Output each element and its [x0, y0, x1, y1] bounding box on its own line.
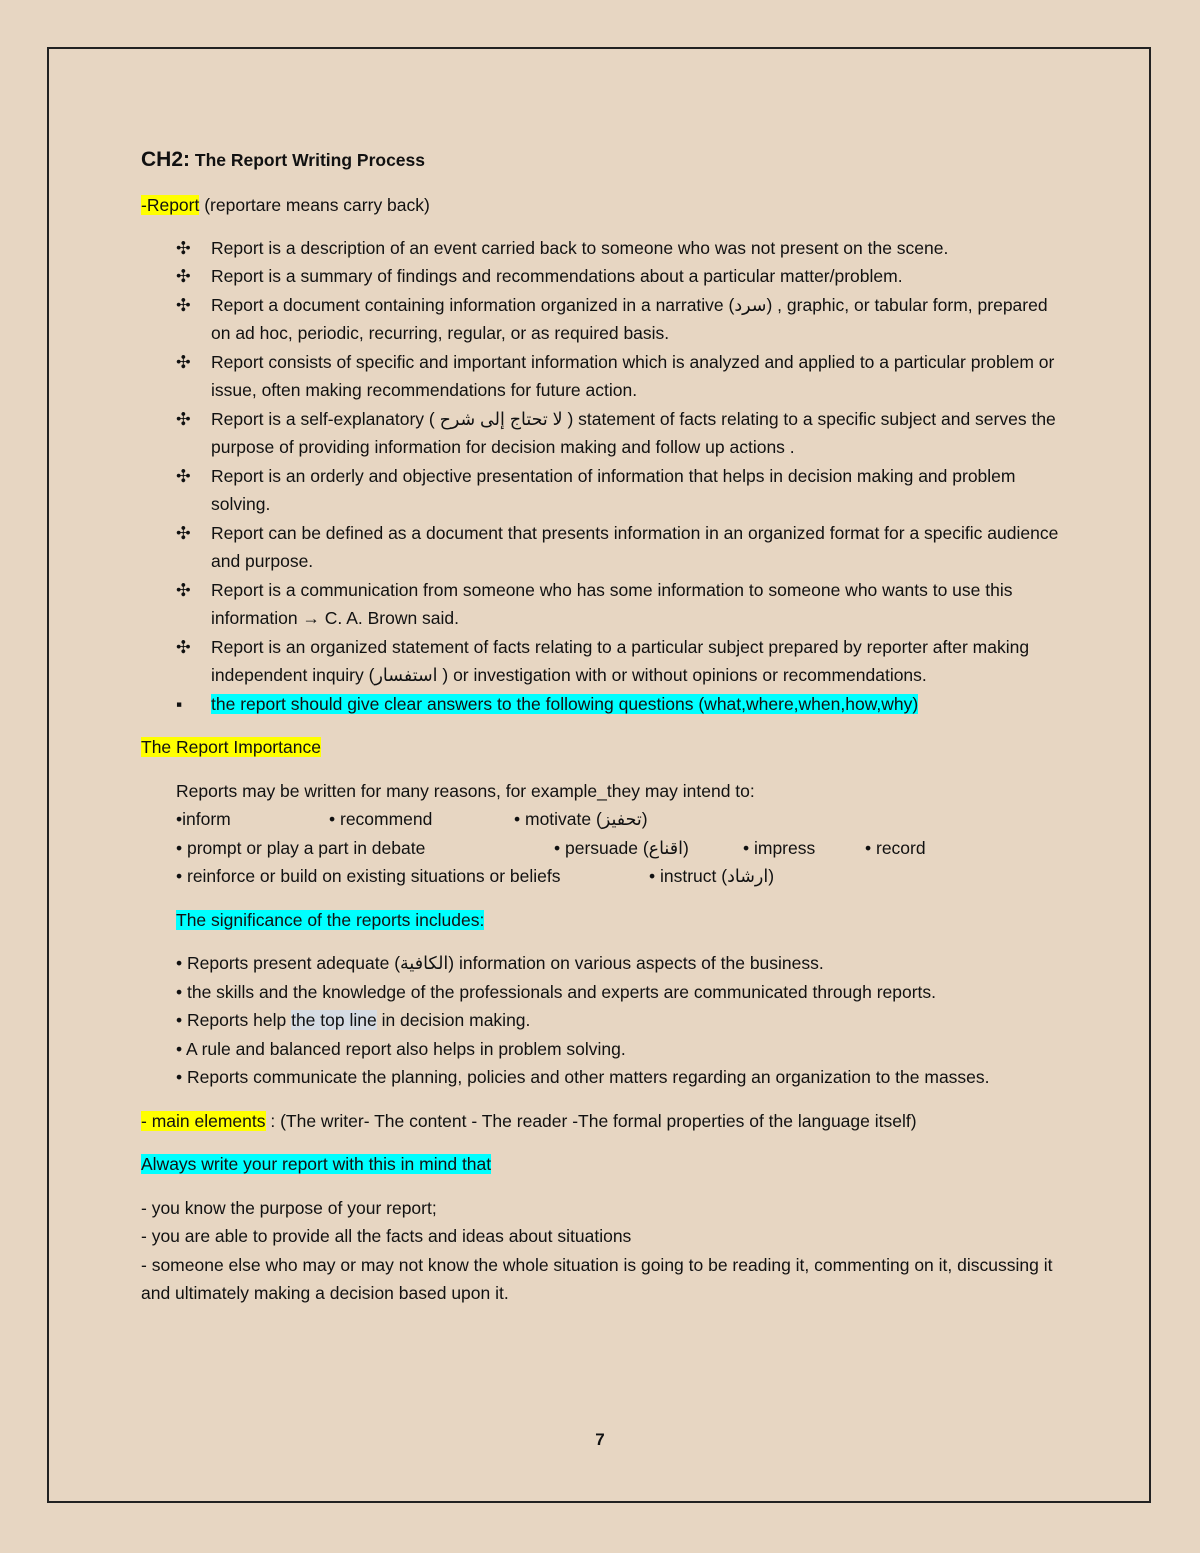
- questions-item: ▪ the report should give clear answers to the following questions (what,where,when,how,why): [141, 690, 1071, 719]
- list-item: ✣ Report consists of specific and important information which is analyzed and applied to a particular problem or issue, often making recommendations for future action.: [141, 348, 1071, 405]
- report-definition: -Report (reportare means carry back): [141, 195, 430, 215]
- report-definitions-list: [141, 234, 1071, 719]
- reasons-row-3: • reinforce or build on existing situations or beliefs • instruct (ارشاد): [176, 866, 775, 886]
- chapter-title: CH2: The Report Writing Process: [141, 148, 426, 171]
- main-elements: - main elements : (The writer- The content - The reader -The formal properties of the language itself): [141, 1110, 917, 1131]
- diamond-bullet-icon: ✣: [176, 579, 191, 600]
- importance-intro: Reports may be written for many reasons, for example_they may intend to:: [176, 780, 755, 801]
- significance-list: [176, 949, 1071, 1092]
- list-item: ✣ Report is a communication from someone who has some information to someone who wants to use this information → C. A. Brown said.: [141, 576, 1071, 633]
- list-item: • Reports help the top line in decision making.: [176, 1010, 531, 1030]
- list-item: - you know the purpose of your report;: [141, 1197, 437, 1218]
- page-number: 7: [595, 1430, 605, 1449]
- list-item: • the skills and the knowledge of the professionals and experts are communicated through reports.: [176, 981, 937, 1002]
- list-item: ✣ Report is a self-explanatory ( لا تحتاج إلى شرح ) statement of facts relating to a specific subject and serves the purpose of providing information for decision making and follow up actions .: [141, 405, 1071, 462]
- importance-heading: The Report Importance: [141, 737, 321, 757]
- list-item: ✣ Report a document containing information organized in a narrative (سرد) , graphic, or tabular form, prepared on ad hoc, periodic, recurring, regular, or as required basis.: [141, 291, 1071, 348]
- diamond-bullet-icon: ✣: [176, 522, 191, 543]
- list-item: ✣ Report is a summary of findings and recommendations about a particular matter/problem.: [141, 262, 1071, 291]
- list-item: ✣ Report can be defined as a document that presents information in an organized format for a specific audience and purpose.: [141, 519, 1071, 576]
- importance-section: [141, 777, 1071, 1092]
- square-bullet-icon: ▪: [176, 693, 183, 714]
- significance-heading: The significance of the reports includes:: [176, 909, 485, 930]
- diamond-bullet-icon: ✣: [176, 351, 191, 372]
- reasons-row-2: • prompt or play a part in debate • persuade (اقناع) • impress • record: [176, 837, 926, 858]
- always-list: [141, 1194, 1071, 1308]
- list-item: ✣ Report is an organized statement of facts relating to a particular subject prepared by reporter after making independent inquiry (استفسار ) or investigation with or without opinions or recommendations.: [141, 633, 1071, 690]
- list-item: ✣ Report is an orderly and objective presentation of information that helps in decision making and problem solving.: [141, 462, 1071, 519]
- diamond-bullet-icon: ✣: [176, 408, 191, 429]
- list-item: - someone else who may or may not know the whole situation is going to be reading it, commenting on it, discussing it and ultimately making a decision based upon it.: [141, 1254, 1053, 1303]
- always-heading: Always write your report with this in mind that: [141, 1154, 492, 1174]
- diamond-bullet-icon: ✣: [176, 237, 191, 258]
- list-item: ✣ Report is a description of an event carried back to someone who was not present on the scene.: [141, 234, 1071, 263]
- list-item: • Reports present adequate (الكافية) information on various aspects of the business.: [176, 953, 824, 973]
- list-item: • A rule and balanced report also helps in problem solving.: [176, 1038, 626, 1059]
- diamond-bullet-icon: ✣: [176, 636, 191, 657]
- reasons-row-1: •inform • recommend • motivate (تحفيز): [176, 809, 648, 829]
- diamond-bullet-icon: ✣: [176, 465, 191, 486]
- list-item: • Reports communicate the planning, policies and other matters regarding an organization to the masses.: [176, 1067, 990, 1087]
- list-item: - you are able to provide all the facts and ideas about situations: [141, 1226, 632, 1246]
- diamond-bullet-icon: ✣: [176, 266, 191, 286]
- document-body: [141, 145, 1071, 1308]
- diamond-bullet-icon: ✣: [176, 294, 191, 315]
